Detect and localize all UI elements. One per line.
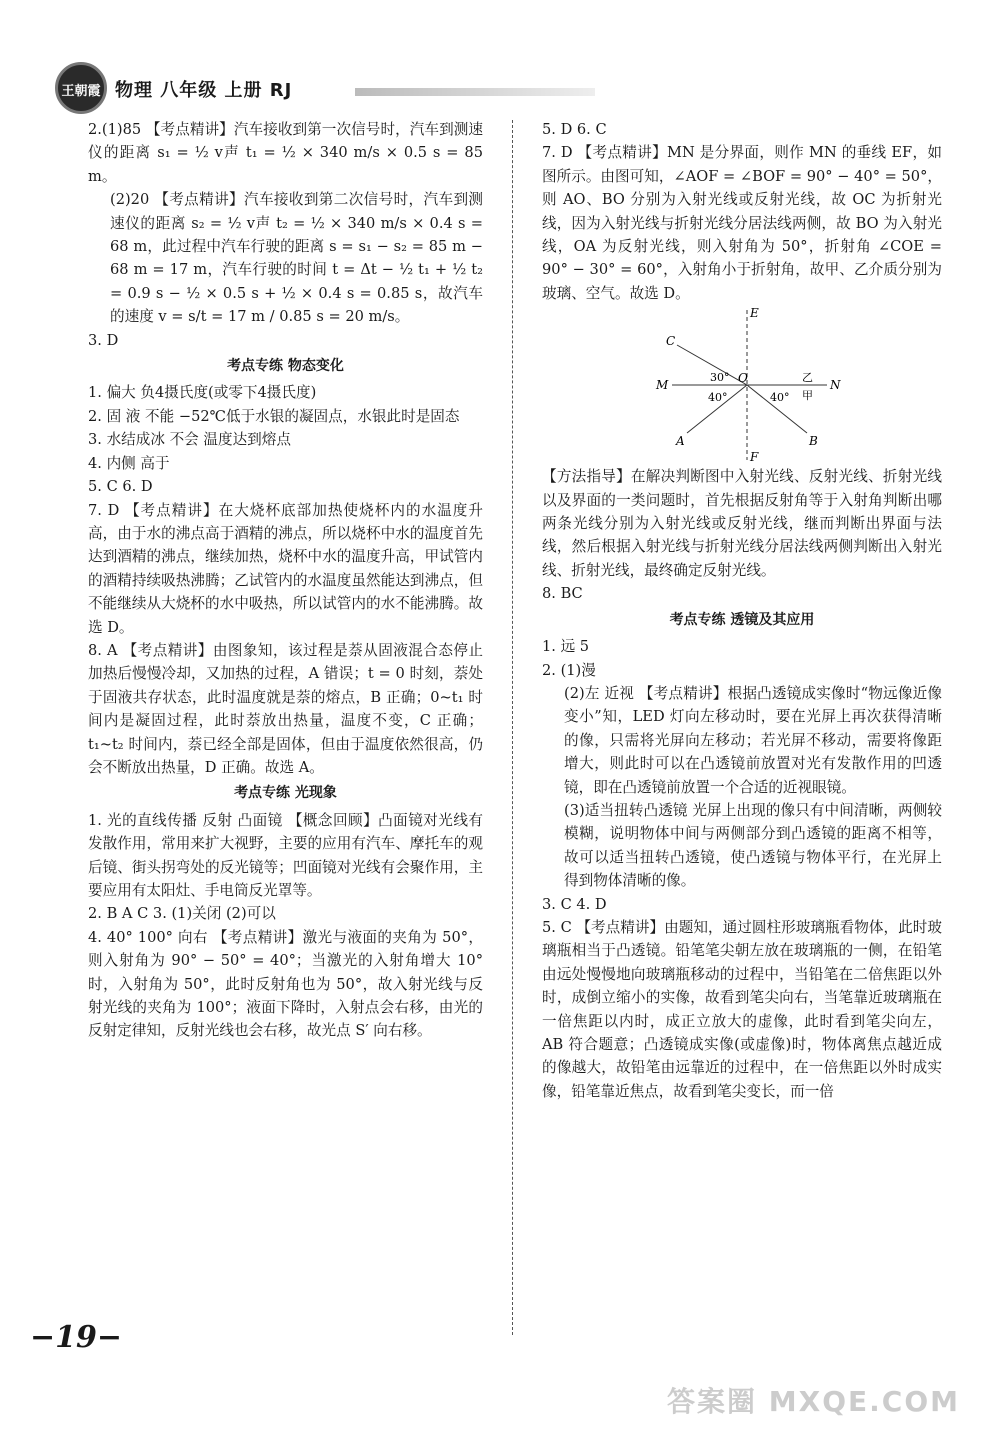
angle-40-left: 40° (708, 391, 728, 405)
section-title: 考点专练 透镜及其应用 (669, 611, 815, 628)
label-f: F (750, 450, 759, 465)
right-item-3: 8. BC (542, 585, 583, 603)
watermark: 答案圈 MXQE.COM (667, 1385, 960, 1418)
label-b: B (809, 434, 818, 449)
label-yi: 乙 (802, 371, 813, 385)
left-item-0: 2.(1)85 【考点精讲】汽车接收到第一次信号时，汽车到测速仪的距离 s₁ = ½ v声 t₁ = ½ × 340 m/s × 0.5 s = 85 m。 (88, 121, 483, 185)
right-item-5: 1. 远 5 (542, 638, 590, 656)
section-title: 考点专练 物态变化 (227, 358, 344, 375)
right-item-7: (2)左 近视 【考点精讲】根据凸透镜成实像时“物远像近像变小”知，LED 灯向左移动时，要在光屏上再次获得清晰的像，只需将光屏向左移动；若光屏不移动，需要将像距增大，则此时可以在凸透镜前放置对光有发散作用的凹透镜，即在凸透镜前放置一个合适的近视眼镜。 (564, 684, 942, 796)
section-title: 考点专练 光现象 (234, 785, 337, 802)
left-item-1: (2)20 【考点精讲】汽车接收到第二次信号时，汽车到测速仪的距离 s₂ = ½ v声 t₂ = ½ × 340 m/s × 0.4 s = 68 m，此过程中汽车行驶的距离 s = s₁ − s₂ = 85 m − 68 m = 17 m，汽车行驶的时间 t = Δt − ½ t₁ + ½ t₂ = 0.9 s − ½ × 0.5 s + ½ × 0.4 s = 0.85 s，故汽车的速度 v = s/t = 17 m / 0.85 s = 20 m/s。 (110, 191, 483, 326)
column-divider (512, 120, 513, 1335)
right-item-9: 3. C 4. D (542, 895, 607, 913)
right-column (542, 118, 942, 1103)
angle-40-right: 40° (770, 391, 790, 405)
left-item-9: 7. D 【考点精讲】在大烧杯底部加热使烧杯内的水温度升高，由于水的沸点高于酒精的沸点，所以烧杯中水的温度首先达到酒精的沸点，继续加热，烧杯中水的温度升高，甲试管内的酒精持续吸热沸腾；乙试管内的水温度虽然能达到沸点，但不能继续从大烧杯的水中吸热，所以试管内的水不能沸腾。故选 D。 (88, 501, 483, 636)
left-item-6: 3. 水结成冰 不会 温度达到熔点 (88, 431, 291, 449)
left-column (88, 118, 483, 1043)
label-jia: 甲 (802, 389, 813, 403)
header-title: 物理 八年级 上册 RJ (115, 80, 293, 101)
right-item-0: 5. D 6. C (542, 121, 607, 138)
right-item-2: 【方法指导】在解决判断图中入射光线、反射光线、折射光线以及界面的一类问题时，首先根据反射角等于入射角判断出哪两条光线分别为入射光线或反射光线，继而判断出界面与法线，然后根据入射光线与折射光线分居法线两侧判断出入射光线、折射光线，最终确定反射光线。 (542, 468, 942, 579)
left-item-13: 2. B A C 3. (1)关闭 (2)可以 (88, 905, 276, 923)
right-item-8: (3)适当扭转凸透镜 光屏上出现的像只有中间清晰，两侧较模糊，说明物体中间与两侧部分到凸透镜的距离不相等，故可以适当扭转凸透镜，使凸透镜与物体平行，在光屏上得到物体清晰的像。 (564, 801, 942, 890)
page-number: −19− (30, 1320, 123, 1355)
label-m: M (656, 378, 669, 393)
label-o: O (738, 371, 748, 386)
left-item-10: 8. A 【考点精讲】由图象知，该过程是萘从固液混合态停止加热后慢慢冷却，又加热的过程，A 错误；t = 0 时刻，萘处于固液共存状态，此时温度就是萘的熔点，B 正确；0~t₁ 时间内是凝固过程，此时萘放出热量，温度不变，C 正确；t₁~t₂ 时间内，萘已经全部是固体，但由于温度依然很高，仍会不断放出热量，D 正确。故选 A。 (88, 641, 483, 776)
page-header (55, 62, 575, 118)
left-item-7: 4. 内侧 高于 (88, 454, 170, 472)
right-item-6: 2. (1)漫 (542, 661, 596, 679)
left-item-12: 1. 光的直线传播 反射 凸面镜 【概念回顾】凸面镜对光线有发散作用，常用来扩大视野，主要的应用有汽车、摩托车的观后镜、街头拐弯处的反光镜等；凹面镜对光线有会聚作用，主要应用有太阳灶、手电筒反光罩等。 (88, 811, 483, 899)
right-item-10: 5. C 【考点精讲】由题知，通过圆柱形玻璃瓶看物体，此时玻璃瓶相当于凸透镜。铅笔笔尖朝左放在玻璃瓶的一侧，在铅笔由远处慢慢地向玻璃瓶移动的过程中，当铅笔在二倍焦距以外时，成倒立缩小的实像，故看到笔尖向右，当笔靠近玻璃瓶在一倍焦距以内时，成正立放大的虚像，此时看到笔尖向左，AB 符合题意；凸透镜成实像(或虚像)时，物体离焦点越近成的像越大，故铅笔由远靠近的过程中，在一倍焦距以外时成实像，铅笔靠近焦点，故看到笔尖变长，而一倍 (542, 918, 942, 1100)
header-bar (355, 88, 595, 96)
refraction-svg (652, 305, 842, 465)
label-e: E (750, 306, 759, 321)
logo: 王朝霞 (55, 62, 107, 114)
left-item-4: 1. 偏大 负4摄氏度(或零下4摄氏度) (88, 384, 317, 402)
label-a: A (676, 434, 685, 449)
label-c: C (666, 334, 676, 349)
left-item-2: 3. D (88, 331, 119, 349)
label-n: N (830, 378, 841, 393)
right-item-1: 7. D 【考点精讲】MN 是分界面，则作 MN 的垂线 EF，如图所示。由图可知，∠AOF = ∠BOF = 90° − 40° = 50°，则 AO、BO 分别为入射光线或反射光线，故 OC 为折射光线，因为入射光线与折射光线分居法线两侧，故 BO 为入射光线，OA 为反射光线，则入射角为 50°，折射角 ∠COE = 90° − 30° = 60°，入射角小于折射角，故甲、乙介质分别为玻璃、空气。故选 D。 (542, 144, 942, 302)
left-item-5: 2. 固 液 不能 −52℃低于水银的凝固点，水银此时是固态 (88, 407, 460, 425)
left-item-14: 4. 40° 100° 向右 【考点精讲】激光与液面的夹角为 50°，则入射角为 90° − 50° = 40°；当激光的入射角增大 10° 时，入射角为 50°，此时反射角也为 50°，故入射光线与反射光线的夹角为 100°；液面下降时，入射点会右移，由光的反射定律知，反射光线也会右移，故光点 S′ 向右移。 (88, 928, 483, 1040)
left-item-8: 5. C 6. D (88, 478, 153, 496)
refraction-diagram (542, 305, 942, 465)
angle-30: 30° (710, 371, 730, 385)
